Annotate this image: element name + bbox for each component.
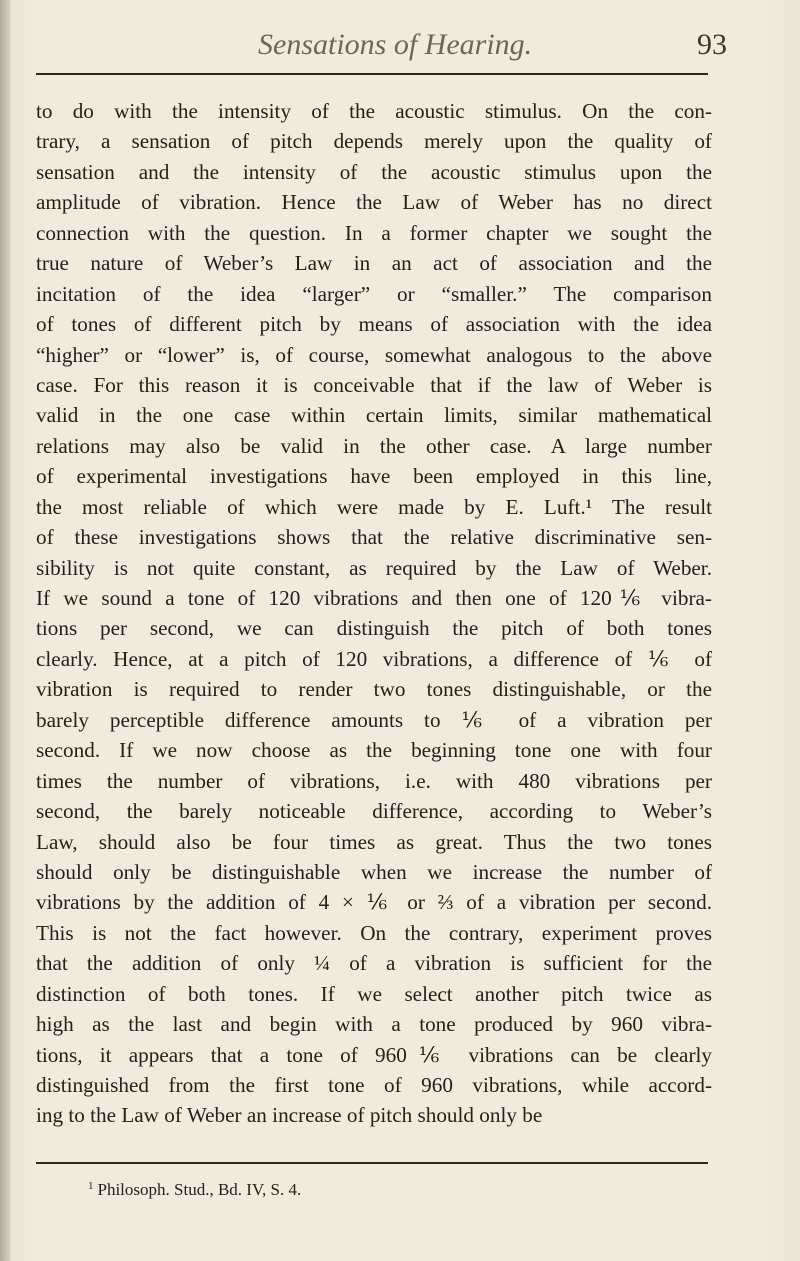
footnote-text: Philosoph. Stud., Bd. IV, S. 4. (97, 1180, 302, 1199)
running-title: Sensations of Hearing. (258, 28, 533, 61)
text-line: incitation of the idea “larger” or “smaller.” The comparison (36, 281, 712, 306)
text-line: distinction of both tones. If we select another pitch twice as (36, 981, 712, 1006)
text-line: of experimental investigations have been employed in this line, (36, 464, 712, 489)
text-line: vibrations by the addition of 4 × ⅙ or ⅔ of a vibration per second. (36, 890, 712, 915)
text-line: times the number of vibrations, i.e. with 480 vibrations per (36, 768, 712, 793)
text-line: tions, it appears that a tone of 960⅙ vibrations can be clearly (36, 1042, 712, 1067)
text-line: true nature of Weber’s Law in an act of association and the (36, 251, 712, 276)
page-number: 93 (697, 28, 727, 61)
text-line: connection with the question. In a former chapter we sought the (36, 220, 712, 245)
text-line: relations may also be valid in the other case. A large number (36, 433, 712, 458)
text-line: of tones of different pitch by means of association with the idea (36, 312, 712, 337)
footnote (88, 1180, 301, 1200)
text-line: second, the barely noticeable difference, according to Weber’s (36, 799, 712, 824)
binding-gutter (0, 0, 10, 1261)
text-line: trary, a sensation of pitch depends merely upon the quality of (36, 129, 712, 154)
text-line: valid in the one case within certain limits, similar mathematical (36, 403, 712, 428)
text-line: “higher” or “lower” is, of course, somewhat analogous to the above (36, 342, 712, 367)
text-line: Law, should also be four times as great. Thus the two tones (36, 829, 712, 854)
text-line: If we sound a tone of 120 vibrations and then one of 120⅙ vibra- (36, 586, 712, 610)
text-line: sibility is not quite constant, as required by the Law of Weber. (36, 555, 712, 580)
text-line: the most reliable of which were made by E. Luft.¹ The result (36, 494, 712, 519)
text-line: sensation and the intensity of the acoustic stimulus upon the (36, 159, 712, 184)
footnote-marker: 1 (88, 1180, 94, 1192)
text-line: that the addition of only ¼ of a vibration is sufficient for the (36, 951, 712, 976)
text-line: distinguished from the first tone of 960 vibrations, while accord- (36, 1073, 712, 1097)
text-line: of these investigations shows that the relative discriminative sen- (36, 525, 712, 550)
text-line: should only be distinguishable when we increase the number of (36, 859, 712, 884)
body-text (36, 96, 712, 1131)
header-rule (36, 73, 708, 75)
text-line: This is not the fact however. On the contrary, experiment proves (36, 920, 712, 945)
footnote-rule (36, 1162, 708, 1164)
text-line: vibration is required to render two tones distinguishable, or the (36, 677, 712, 702)
text-line: tions per second, we can distinguish the pitch of both tones (36, 616, 712, 641)
text-line: high as the last and begin with a tone produced by 960 vibra- (36, 1012, 712, 1037)
text-line: to do with the intensity of the acoustic stimulus. On the con- (36, 99, 712, 123)
text-line: case. For this reason it is conceivable that if the law of Weber is (36, 372, 712, 397)
text-line: amplitude of vibration. Hence the Law of Weber has no direct (36, 190, 712, 215)
text-line: second. If we now choose as the beginning tone one with four (36, 738, 712, 763)
text-line: barely perceptible difference amounts to ⅙ of a vibration per (36, 707, 712, 732)
text-line: clearly. Hence, at a pitch of 120 vibrations, a difference of ⅙ of (36, 646, 712, 671)
page-header (0, 14, 800, 74)
text-line: ing to the Law of Weber an increase of pitch should only be (36, 1103, 543, 1128)
